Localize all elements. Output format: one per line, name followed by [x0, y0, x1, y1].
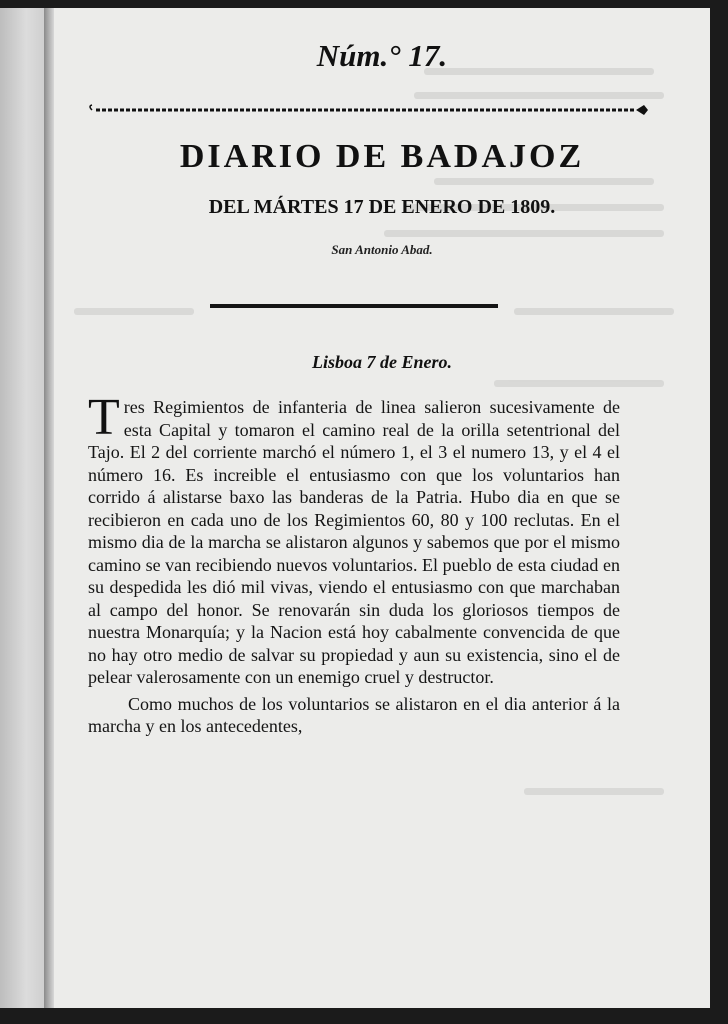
paragraph-1 — [88, 389, 620, 689]
newspaper-title: DIARIO DE BADAJOZ — [179, 138, 585, 175]
facing-page-edge — [0, 8, 44, 1008]
newspaper-page — [54, 8, 710, 1008]
section-rule — [210, 304, 498, 308]
ornamental-rule — [88, 104, 648, 116]
article-body — [88, 389, 620, 738]
book-gutter — [44, 8, 54, 1008]
issue-date: DEL MÁRTES 17 DE ENERO DE 1809. — [208, 196, 556, 218]
article-dateline: Lisboa 7 de Enero. — [311, 352, 452, 372]
issue-number: Núm.° 17. — [316, 38, 448, 73]
saint-of-day: San Antonio Abad. — [331, 242, 433, 257]
paragraph-1-text: res Regimientos de infanteria de linea salieron sucesivamente de esta Capital y tomaron el camino real de la orilla setentrional del Tajo. El 2 del corriente marchó el número 1, el 3 el numero 13, y el 4 el número 16. Es increible el entusiasmo con que los voluntarios han corrido á alistarse baxo las banderas de la Patria. Hubo dia en que se recibieron en cada uno de los Regimientos 60, 80 y 100 reclutas. En el mismo dia de la marcha se alistaron algunos y sabemos que por el mismo camino se van recibiendo nuevos voluntarios. El pueblo de esta ciudad en su despedida les dió mil vivas, viendo el entusiasmo con que marchaban al campo del honor. Se renovarán sin duda los gloriosos tiempos de nuestra Monarquía; y la Nacion está hoy cabalmente convencida de que no hay otro medio de salvar su propiedad y aun su existencia, sino el de pelear valerosamente con un enemigo cruel y destructor. — [88, 397, 620, 687]
drop-cap: T — [88, 389, 120, 446]
scan-border-right — [710, 8, 728, 1008]
paragraph-2: Como muchos de los voluntarios se alistaron en el dia anterior á la marcha y en los antecedentes, — [88, 693, 620, 736]
